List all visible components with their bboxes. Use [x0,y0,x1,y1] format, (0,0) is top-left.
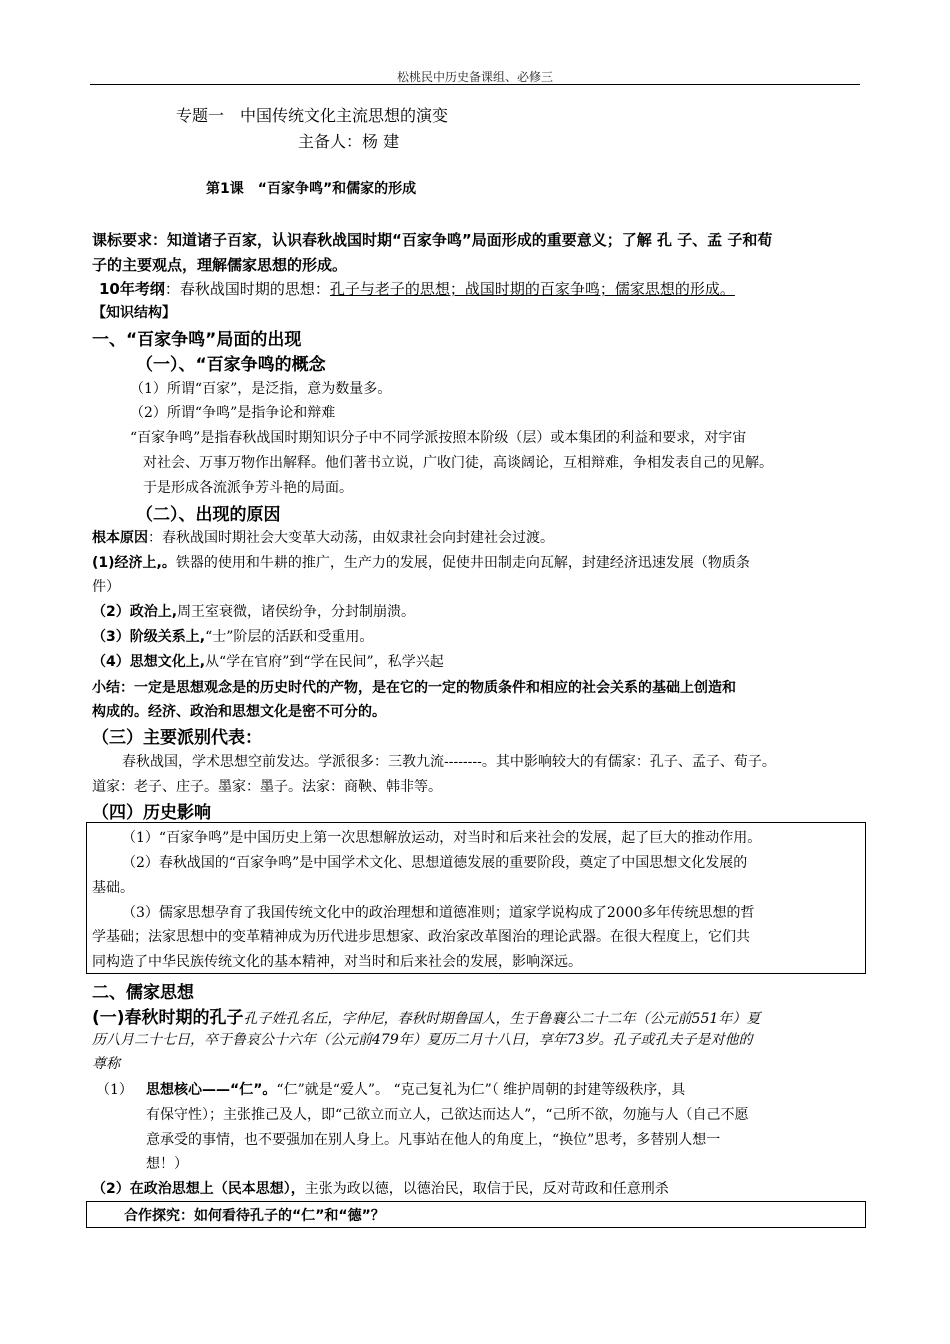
topic-title: 专题一 中国传统文化主流思想的演变 [176,106,449,125]
politics-thought-label: （2）在政治思想上（民本思想）， [92,1181,305,1197]
sub3-title: （三）主要派别代表： [92,728,262,748]
standard-text: ：知道诸子百家，认识春秋战国时期“百家争鸣”局面形成的重要意义；了解 孔 子、孟 子和荀 [152,231,773,249]
sub1-item-1: （1）所谓“百家”，是泛指，意为数量多。 [130,381,392,397]
section1-title: 一、“百家争鸣”局面的出现 [92,330,302,350]
economy-label: (1)经济上,。 [92,555,176,571]
ren-line-1 [146,1079,685,1099]
ren-line-4: 想！） [146,1156,188,1172]
exam-outline [99,278,735,299]
influence-3c: 同构造了中华民族传统文化的基本精神，对当时和后来社会的发展，影响深远。 [92,954,582,970]
sub1-item-2: （2）所谓“争鸣”是指争论和辩难 [130,405,336,421]
ren-line-3: 意承受的事情，也不要强加在别人身上。凡事站在他人的角度上，“换位”思考，多替别人想一 [146,1132,721,1148]
politics-thought [92,1178,669,1198]
definition-line-1: “百家争鸣”是指春秋战国时期知识分子中不同学派按照本阶级（层）或本集团的利益和要求，对宇宙 [130,430,747,446]
influence-2b: 基础。 [92,880,134,896]
ren-number: （1） [96,1082,133,1098]
cause-class [92,626,373,646]
class-text: “士”阶层的活跃和受重用。 [205,629,374,645]
schools-line-2: 道家：老子、庄子。墨家：墨子。法家：商鞅、韩非等。 [92,779,442,795]
root-cause [92,527,554,547]
influence-3b: 学基础；法家思想中的变革精神成为历代进步思想家、政治家改革图治的理论武器。在很大程度上，它们共 [92,929,750,945]
standard-label: 课标要求 [92,231,153,249]
ren-text-1: “仁”就是“爱人”。 “克己复礼为仁”（ 维护周朝的封建等级秩序，具 [276,1082,686,1098]
exam-underlined: 孔子与老子的思想；战国时期的百家争鸣；儒家思想的形成。 [329,280,735,298]
preparer: 主备人：杨 建 [298,132,400,151]
cause-politics [92,601,415,621]
header-rule [90,84,860,85]
sub2-title: （二）、出现的原因 [136,505,281,525]
confucius-bio: 孔子姓孔名丘，字仲尼，春秋时期鲁国人，生于鲁襄公二十二年（公元前551年）夏 [243,1011,761,1027]
cause-thought [92,651,444,671]
influence-1: （1）“百家争鸣”是中国历史上第一次思想解放运动，对当时和后来社会的发展，起了巨大的推动作用。 [122,830,762,846]
definition-line-3: 于是形成各流派争芳斗艳的局面。 [143,480,353,496]
exam-prefix: ：春秋战国时期的思想： [164,280,330,298]
politics-label: （2）政治上, [92,604,178,620]
confucius-line-1 [92,1003,760,1028]
thought-text: 从“学在官府”到“学在民间”，私学兴起 [205,654,444,670]
knowledge-structure: 【知识结构】 [92,305,176,321]
influence-2a: （2）春秋战国的“百家争鸣”是中国学术文化、思想道德发展的重要阶段，奠定了中国思想文化发展的 [122,855,748,871]
class-label: （3）阶级关系上, [92,629,206,645]
standard-line-2: 子的主要观点，理解儒家思想的形成。 [92,256,348,274]
confucius-subtitle: (一)春秋时期的孔子 [92,1008,244,1028]
economy-text: 铁器的使用和牛耕的推广，生产力的发展，促使井田制走向瓦解，封建经济迅速发展（物质条 [175,555,750,571]
confucius-line-3: 尊称 [92,1056,120,1072]
cause-economy [92,552,750,572]
thought-label: （4）思想文化上, [92,654,206,670]
confucius-line-2: 历八月二十七日，卒于鲁哀公十六年（公元前479年）夏历二月十八日，享年73岁。孔子或孔夫子是对他的 [92,1032,753,1048]
influence-3a: （3）儒家思想孕育了我国传统文化中的政治理想和道德准则；道家学说构成了2000多年传统思想的哲 [122,905,755,921]
exam-label: 10年考纲 [99,280,165,298]
root-cause-label: 根本原因 [92,530,148,546]
schools-line-1: 春秋战国，学术思想空前发达。学派很多：三教九流--------。其中影响较大的有儒家：孔子、孟子、荀子。 [122,754,776,770]
sub4-title: （四）历史影响 [92,803,211,823]
definition-line-2: 对社会、万事万物作出解释。他们著书立说，广收门徒，高谈阔论，互相辩难，争相发表自己的见解。 [143,455,773,471]
politics-thought-text: 主张为政以德，以德治民，取信于民，反对苛政和任意刑杀 [304,1181,669,1197]
summary-line-2: 构成的。经济、政治和思想文化是密不可分的。 [92,704,386,720]
standard-line-1 [92,229,772,250]
politics-text: 周王室衰微，诸侯纷争，分封制崩溃。 [177,604,416,620]
root-cause-text: ：春秋战国时期社会大变革大动荡，由奴隶社会向封建社会过渡。 [148,530,554,546]
page-header: 松桃民中历史备课组、必修三 [396,70,553,84]
lesson-title: 第1课 “百家争鸣”和儒家的形成 [206,181,417,197]
section2-title: 二、儒家思想 [92,983,194,1003]
ren-line-2: 有保守性）；主张推己及人，即“己欲立而立人，己欲达而达人”，“己所不欲，勿施与人（自己不愿 [146,1107,749,1123]
cause-economy-cont: 件） [92,579,120,595]
sub1-title: （一）、“百家争鸣的概念 [136,355,326,375]
ren-label: 思想核心——“仁”。 [146,1082,277,1098]
summary-line-1: 小结：一定是思想观念是的历史时代的产物，是在它的一定的物质条件和相应的社会关系的基础上创造和 [92,680,736,696]
cooperation-question: 合作探究：如何看待孔子的“仁”和“德”？ [124,1208,385,1224]
